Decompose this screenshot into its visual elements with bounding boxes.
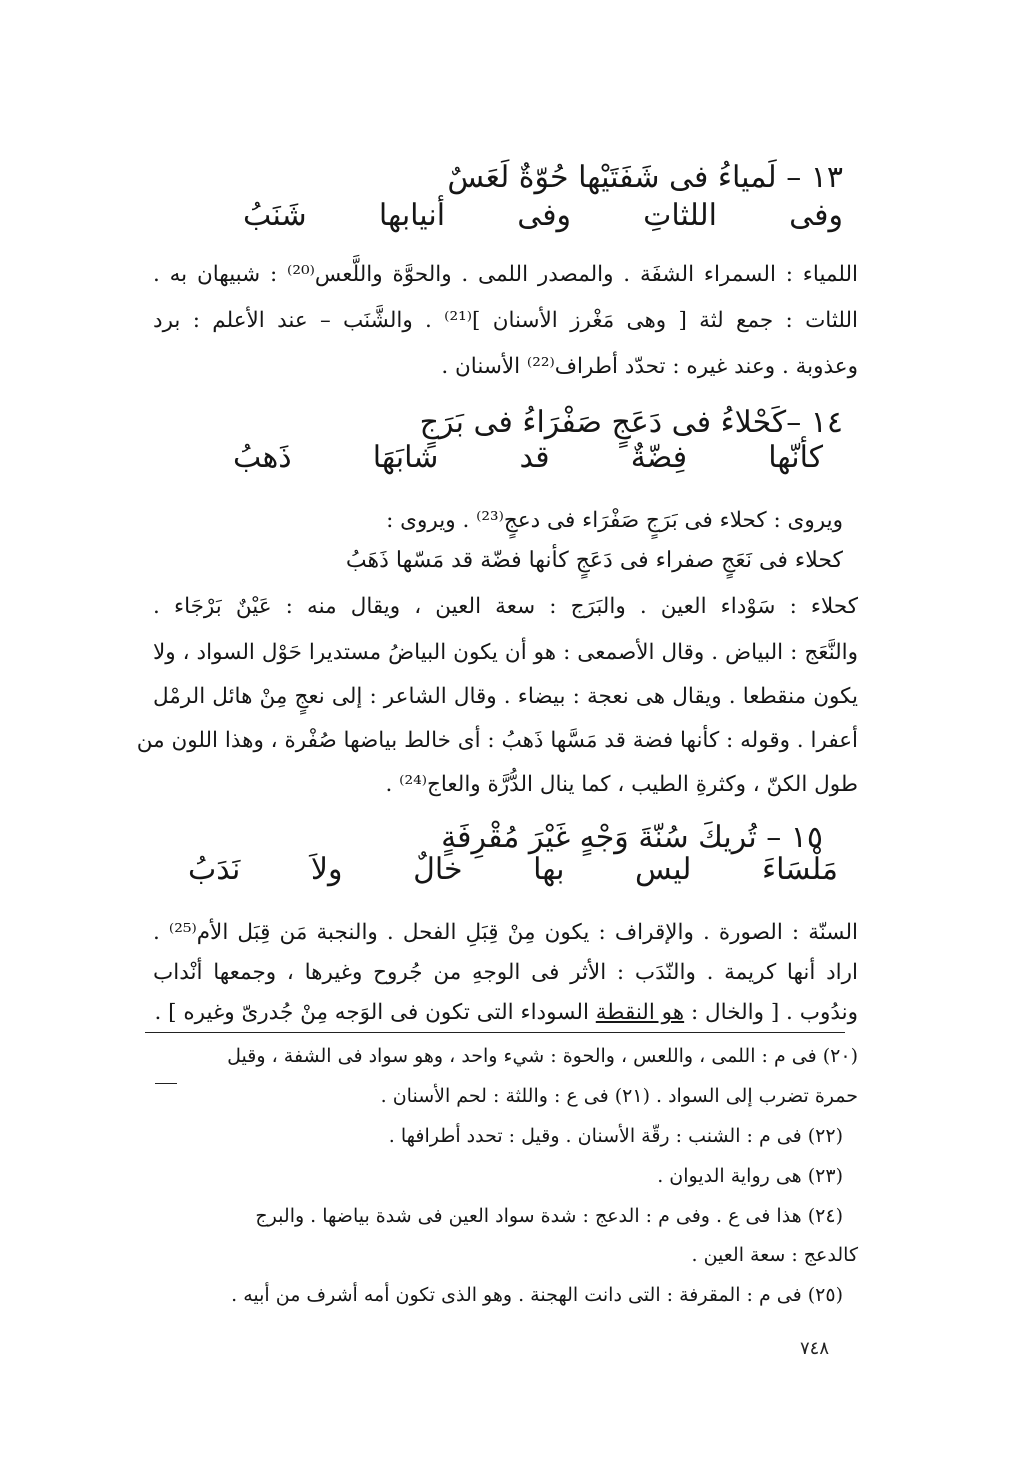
commentary-14-line3: يكون منقطعا . ويقال هى نعجة : بيضاء . وقال الشاعر : إلى نعجٍ مِنْ هائل الرمْل <box>153 684 858 709</box>
commentary-15-line2: اراد أنها كريمة . والنّدَب : الأثر فى الوجهِ من جُروح وغيرها ، وجمعها أنْداب <box>153 960 858 985</box>
verse-word: شابَهَا <box>372 440 439 475</box>
verse-14-line2 <box>233 440 823 475</box>
verse-word: شَنَبُ <box>243 198 307 233</box>
verse-word: أنيابها <box>378 198 446 233</box>
verse-word: خالٌ <box>413 852 463 887</box>
text-segment: السوداء التى تكون فى الوَجه مِنْ جُدرىّ وغيره ] . <box>154 1000 596 1025</box>
commentary-14-line1: كحلاء : سَوْداء العين . والبَرَج : سعة العين ، ويقال منه : عَيْنٌ بَرْجَاء . <box>153 594 858 619</box>
verse-word: بها <box>533 852 565 887</box>
footnote-23: (٢٣) هى رواية الديوان . <box>657 1165 843 1187</box>
footnote-20-21: حمرة تضرب إلى السواد . (٢١) فى ع : واللثة : لحم الأسنان . <box>380 1085 858 1107</box>
commentary-13-line3: وعذوبة . وعند غيره : تحدّد أطراف⁽²²⁾ الأسنان . <box>441 354 858 379</box>
verse-13-line2 <box>243 198 843 233</box>
verse-13-line1: ١٣ – لَمياءُ فى شَفَتَيْها حُوّةٌ لَعَسٌ <box>447 160 843 195</box>
commentary-15-line1: السنّة : الصورة . والإقراف : يكون مِنْ قِبَلِ الفحل . والنجبة مَن قِبَل الأم⁽²⁵⁾ . <box>153 920 858 945</box>
verse-word: نَدَبُ <box>188 852 241 887</box>
verse-word: وفى <box>517 198 572 233</box>
verse-word: قد <box>519 440 550 475</box>
commentary-14-verse-variant: كحلاء فى نَعَجٍ صفراء فى دَعَجٍ كأنها فضّة قد مَسّها ذَهَبُ <box>345 548 843 573</box>
verse-word: كأنّها <box>768 440 823 475</box>
verse-14-line1: ١٤ –كَحْلاءُ فى دَعَجٍ صَفْرَاءُ فى بَرَجٍ <box>419 405 843 440</box>
verse-word: وفى <box>789 198 843 233</box>
page-number: ٧٤٨ <box>800 1338 830 1359</box>
commentary-13-line1: اللمياء : السمراء الشفَة . والمصدر اللمى . والحوَّة واللَّعس⁽²⁰⁾ : شبيهان به . <box>153 262 858 287</box>
verse-word: اللثاتِ <box>643 198 718 233</box>
footnote-22: (٢٢) فى م : الشنب : رقّة الأسنان . وقيل : تحدد أطرافها . <box>388 1125 843 1147</box>
footnote-24: (٢٤) هذا فى ع . وفى م : الدعج : شدة سواد العين فى شدة بياضها . والبرج <box>255 1205 843 1227</box>
verse-word: مَلْسَاءَ <box>761 852 838 887</box>
verse-word: فِضّةٌ <box>630 440 688 475</box>
verse-word: ولاَ <box>310 852 343 887</box>
commentary-14-variant: ويروى : كحلاء فى بَرَجٍ صَفْرَاء فى دعجٍ⁽²³⁾ . ويروى : <box>386 508 843 533</box>
verse-15-line2 <box>188 852 838 887</box>
verse-word: ذَهبُ <box>233 440 292 475</box>
verse-word: ليس <box>634 852 692 887</box>
footnote-20: (٢٠) فى م : اللمى ، واللعس ، والحوة : شيء واحد ، وهو سواد فى الشفة ، وقيل <box>227 1045 858 1067</box>
commentary-14-line4: أعفرا . وقوله : كأنها فضة قد مَسَّها ذَهبُ : أى خالط بياضها صُفْرة ، وهذا اللون من <box>136 728 858 753</box>
commentary-13-line2: اللثات : جمع لثة [ وهى مَغْرز الأسنان ]⁽²¹⁾ . والشَّنَب – عند الأعلم : برد <box>153 308 858 333</box>
footnote-rule <box>145 1032 845 1033</box>
verse-15-line1: ١٥ – تُريكَ سُنّةَ وَجْهٍ غَيْرَ مُقْرِفَةٍ <box>441 820 823 855</box>
footnote-24-cont: كالدعج : سعة العين . <box>691 1244 858 1266</box>
commentary-14-line2: والنَّعَج : البياض . وقال الأصمعى : هو أن يكون البياضُ مستديرا حَوْل السواد ، ولا <box>153 640 858 665</box>
text-segment: وندُوب . [ والخال : <box>684 1000 858 1025</box>
short-dash <box>155 1083 177 1084</box>
footnote-25: (٢٥) فى م : المقرفة : التى دانت الهجنة . وهو الذى تكون أمه أشرف من أبيه . <box>231 1284 843 1306</box>
commentary-14-line5: طول الكنّ ، وكثرةِ الطيب ، كما ينال الدُّرَّة والعاج⁽²⁴⁾ . <box>385 772 858 797</box>
commentary-15-line3 <box>155 1000 859 1025</box>
underlined-text: هو النقطة <box>595 1000 685 1025</box>
